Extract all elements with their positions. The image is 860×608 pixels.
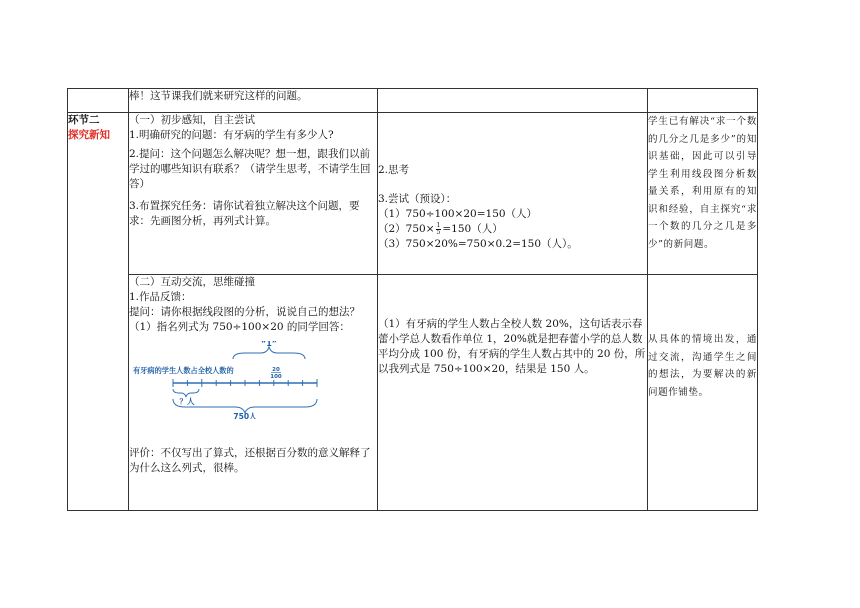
segment-diagram-svg bbox=[133, 341, 365, 419]
stage-cell-empty bbox=[68, 89, 129, 113]
diagram-frac-num: 20 bbox=[272, 367, 280, 373]
diagram-frac-den: 100 bbox=[270, 374, 282, 380]
intro-text: 棒！这节课我们就来研究这样的问题。 bbox=[129, 90, 308, 102]
part2-item1: （1）指名列式为 750÷100×20 的同学回答： bbox=[129, 321, 350, 333]
table-row-explore bbox=[68, 113, 758, 275]
design-note-1: 学生已有解决“求一个数的几分之几是多少”的知识基础，因此可以引导学生利用线段图分析数量关系，利用原有的知识和经验，自主探究“求一个数的几分之几是多少”的新问题。 bbox=[648, 116, 757, 250]
student-cell-empty bbox=[378, 89, 648, 113]
part-label: 有牙病的学生人数占全校人数的 bbox=[133, 366, 234, 375]
stage-cell bbox=[68, 113, 129, 511]
student-cell-part1 bbox=[378, 113, 648, 275]
method-2-suffix: =150（人） bbox=[442, 223, 503, 235]
part2-evaluation: 评价：不仅写出了算式，还根据百分数的意义解释了为什么这么列式，很棒。 bbox=[129, 447, 371, 474]
lesson-table bbox=[67, 88, 758, 511]
part2-answer: （1）有牙病的学生人数占全校人数 20%，这句话表示春蕾小学总人数看作单位 1，20%就是把春蕾小学的总人数平均分成 100 份，有牙病的学生人数占其中的 20 份，所以我列式是 750÷100×20，结果是 150 人。 bbox=[378, 318, 646, 375]
method-2 bbox=[378, 222, 647, 237]
student-think: 2.思考 bbox=[378, 164, 410, 176]
line-segment-diagram bbox=[133, 341, 377, 424]
student-cell-part2 bbox=[378, 275, 648, 511]
fraction-denominator: 5 bbox=[436, 228, 441, 236]
part2-heading: （二）互动交流，思维碰撞 bbox=[129, 276, 255, 288]
part1-heading: （一）初步感知，自主尝试 bbox=[129, 114, 255, 126]
design-cell-part1 bbox=[648, 113, 758, 275]
method-1: （1）750÷100×20=150（人） bbox=[378, 208, 538, 220]
method-3: （3）750×20%=750×0.2=150（人）。 bbox=[378, 238, 578, 250]
method-2-fraction bbox=[436, 223, 442, 236]
stage-number: 环节二 bbox=[68, 114, 100, 126]
teacher-cell-part2 bbox=[129, 275, 378, 511]
unknown-label: ？人 bbox=[179, 397, 195, 406]
method-2-prefix: （2）750× bbox=[378, 223, 435, 235]
student-try: 3.尝试（预设）： bbox=[378, 193, 457, 205]
design-note-2: 从具体的情境出发，通过交流，沟通学生之间的想法，为要解决的新问题作铺垫。 bbox=[648, 334, 757, 398]
segment-line-group bbox=[173, 379, 317, 387]
whole-label: “1” bbox=[260, 341, 278, 348]
table-row-intro bbox=[68, 89, 758, 113]
total-brace bbox=[173, 399, 317, 413]
stage-name: 探究新知 bbox=[68, 129, 110, 141]
part2-question: 提问：请你根据线段图的分析，说说自己的想法？ bbox=[129, 306, 360, 318]
fraction-numerator: 1 bbox=[436, 221, 441, 229]
part1-step2: 2.提问：这个问题怎么解决呢？想一想，跟我们以前学过的哪些知识有联系？（请学生思考，不请学生回答） bbox=[129, 148, 371, 190]
teacher-cell-part1 bbox=[129, 113, 378, 275]
whole-brace bbox=[233, 347, 305, 359]
unknown-brace bbox=[173, 389, 199, 397]
design-cell-part2 bbox=[648, 275, 758, 511]
design-cell-empty bbox=[648, 89, 758, 113]
table-row-exchange bbox=[68, 275, 758, 511]
part2-step1: 1.作品反馈： bbox=[129, 291, 192, 303]
part1-step3: 3.布置探究任务：请你试着独立解决这个问题，要求：先画图分析，再列式计算。 bbox=[129, 200, 360, 227]
part1-step1: 1.明确研究的问题：有牙病的学生有多少人? bbox=[129, 129, 334, 141]
total-label: 750人 bbox=[233, 412, 257, 419]
teacher-cell-intro bbox=[129, 89, 378, 113]
